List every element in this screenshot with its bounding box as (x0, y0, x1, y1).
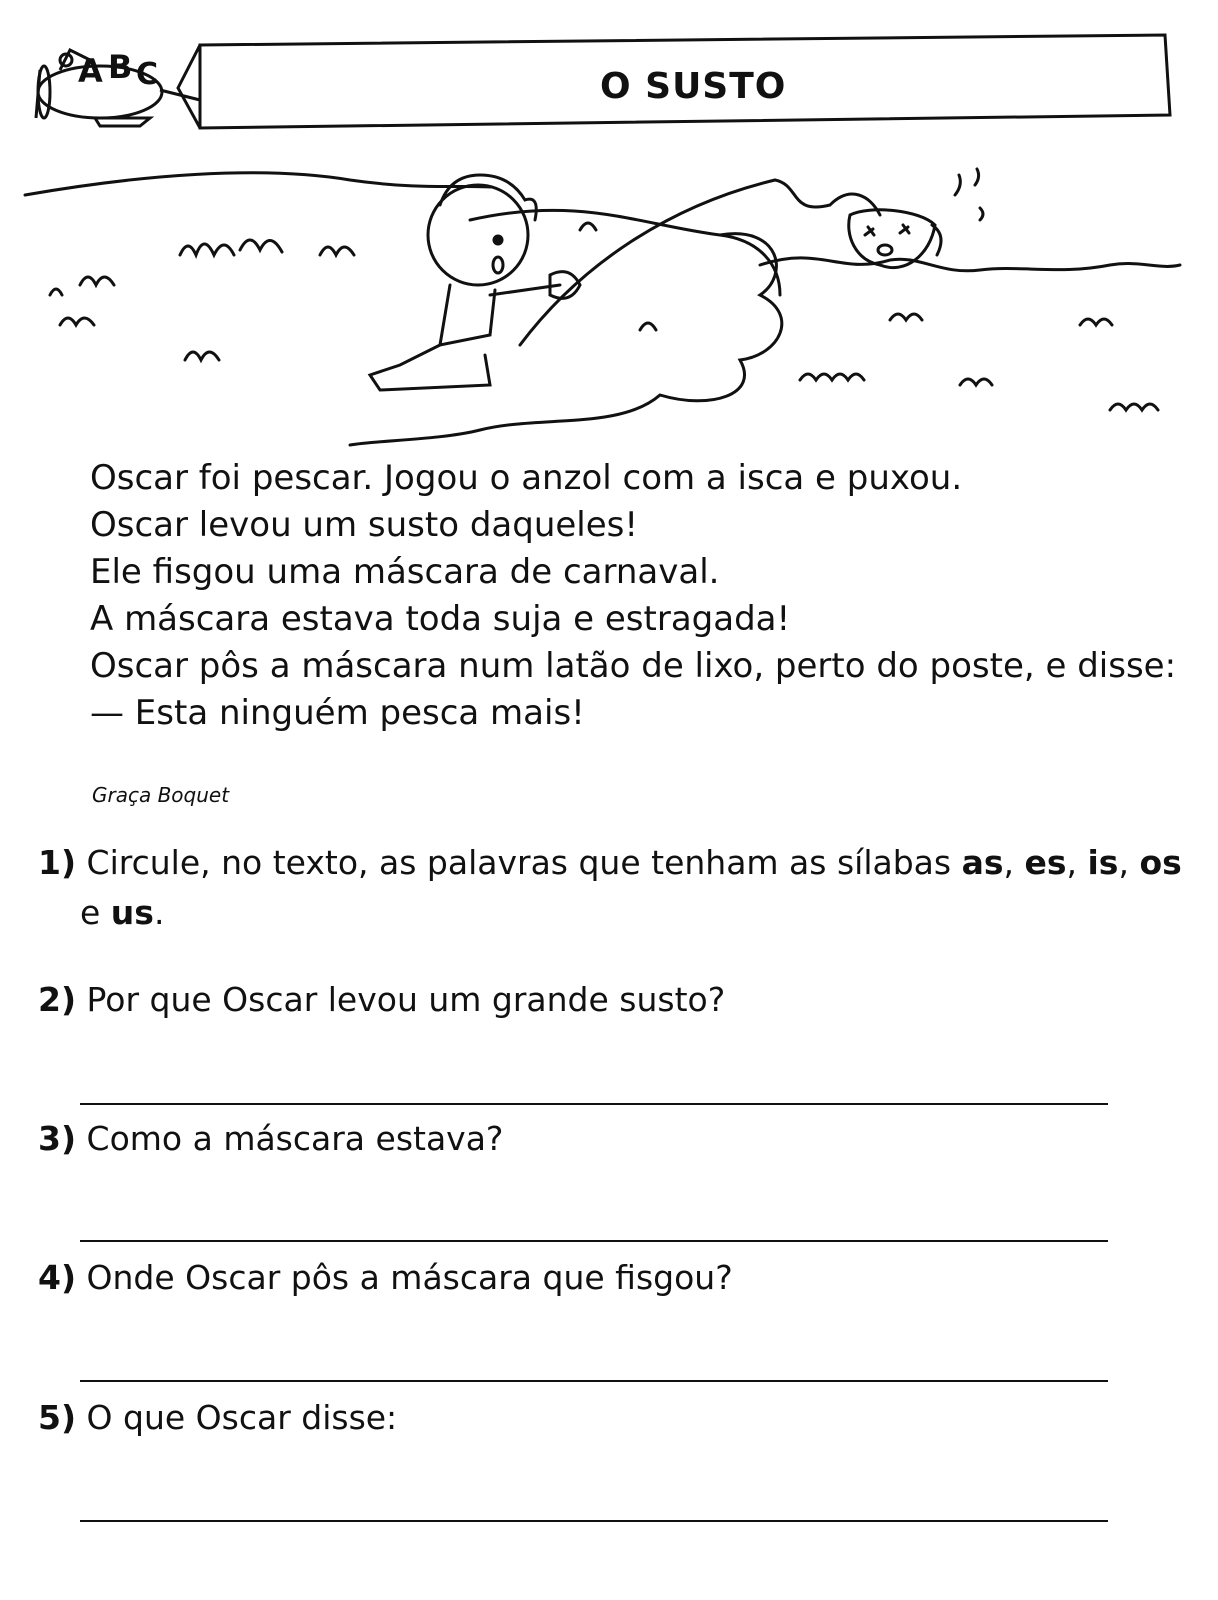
story-line: Ele fisgou uma máscara de carnaval. (90, 552, 720, 592)
separator: , (1066, 843, 1088, 882)
question-number: 2) (38, 980, 77, 1019)
question-1 (38, 838, 1188, 938)
fishing-illustration (20, 165, 1200, 450)
answer-line-5[interactable] (80, 1520, 1108, 1522)
separator: , (1118, 843, 1140, 882)
story-line: — Esta ninguém pesca mais! (90, 693, 585, 733)
grass-icon (180, 244, 234, 255)
question-number: 3) (38, 1119, 77, 1158)
question-text: O que Oscar disse: (86, 1398, 398, 1437)
question-3 (38, 1114, 503, 1164)
question-text: e (80, 893, 111, 932)
answer-line-2[interactable] (80, 1103, 1108, 1105)
answer-line-4[interactable] (80, 1380, 1108, 1382)
story-text (90, 455, 1176, 737)
question-2 (38, 975, 725, 1025)
water-line (760, 258, 1180, 271)
story-line: Oscar levou um susto daqueles! (90, 505, 639, 545)
story-line: A máscara estava toda suja e estragada! (90, 599, 791, 639)
bush (350, 234, 782, 445)
svg-text:A: A (78, 52, 103, 90)
syllable: es (1024, 843, 1067, 882)
fishing-rod (520, 180, 775, 345)
hill-line (25, 173, 490, 195)
syllable: os (1139, 843, 1182, 882)
question-4 (38, 1253, 733, 1303)
syllable: is (1087, 843, 1119, 882)
question-text: Como a máscara estava? (86, 1119, 504, 1158)
answer-line-3[interactable] (80, 1240, 1108, 1242)
story-line: Oscar foi pescar. Jogou o anzol com a isca e puxou. (90, 458, 963, 498)
separator: , (1003, 843, 1025, 882)
question-text: Circule, no texto, as palavras que tenham as sílabas (86, 843, 962, 882)
boy-fishing (370, 175, 580, 390)
question-text: Onde Oscar pôs a máscara que fisgou? (86, 1258, 733, 1297)
svg-text:C: C (136, 57, 159, 92)
question-5 (38, 1393, 397, 1443)
carnival-mask-icon (849, 169, 983, 268)
question-number: 5) (38, 1398, 77, 1437)
page-title: O SUSTO (600, 66, 787, 107)
svg-text:B: B (108, 48, 133, 86)
question-number: 4) (38, 1258, 77, 1297)
separator: . (153, 893, 165, 932)
syllable: as (961, 843, 1004, 882)
story-author: Graça Boquet (92, 783, 230, 807)
airplane-logo-icon (36, 48, 200, 126)
question-text: Por que Oscar levou um grande susto? (86, 980, 726, 1019)
question-number: 1) (38, 843, 77, 882)
story-line: Oscar pôs a máscara num latão de lixo, perto do poste, e disse: (90, 646, 1177, 686)
syllable: us (110, 893, 154, 932)
